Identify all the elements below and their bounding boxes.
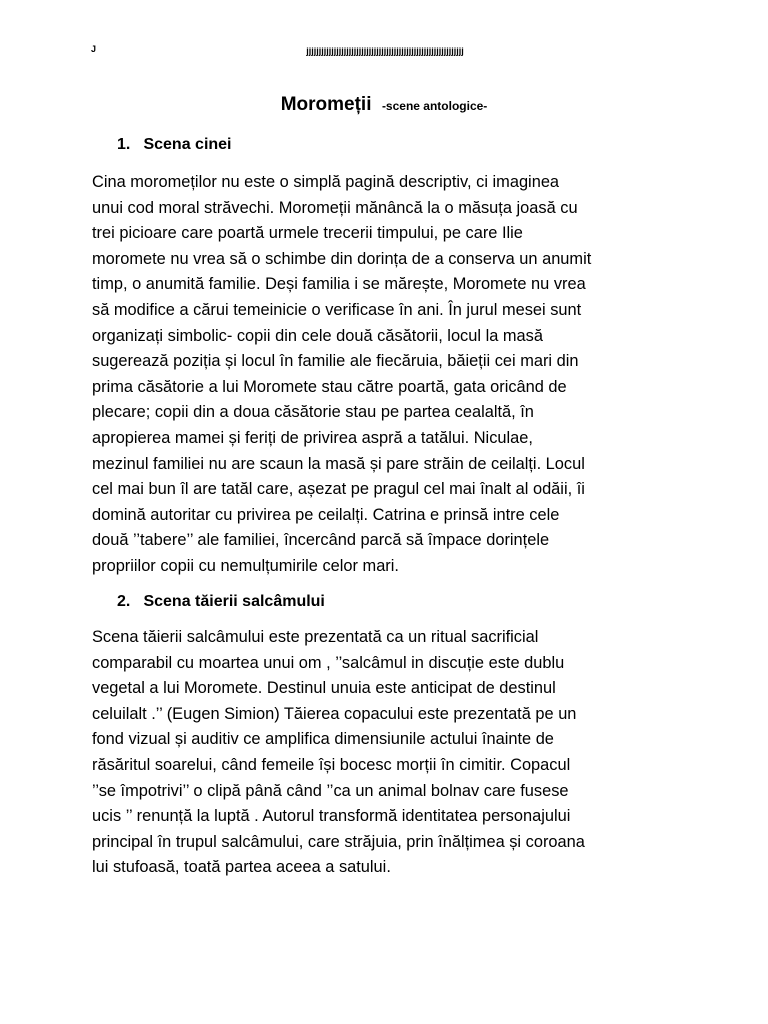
paragraph-line: vegetal a lui Moromete. Destinul unuia este anticipat de destinul [92, 679, 556, 698]
document-title [0, 94, 768, 116]
paragraph-line: ’’se împotrivi’’ o clipă până când ’’ca un animal bolnav care fusese [92, 781, 569, 800]
paragraph-line: prima căsătorie a lui Moromete stau către poartă, gata oricând de [92, 377, 567, 396]
paragraph-line: celuilalt .’’ (Eugen Simion) Tăierea copacului este prezentată pe un [92, 704, 577, 723]
paragraph-line: fond vizual și auditiv ce amplifica dimensiunile actului înainte de [92, 730, 554, 749]
section-paragraph-scena-taierii-salcamului [92, 625, 682, 881]
header-jj-text: jjjjjjjjjjjjjjjjjjjjjjjjjjjjjjjjjjjjjjjjjjjjjjjjjjjjjjjjjjjjjjj [306, 46, 464, 56]
paragraph-line: unui cod moral străvechi. Moromeții mănâncă la o măsuța joasă cu [92, 198, 578, 217]
paragraph-line: Scena tăierii salcâmului este prezentată ca un ritual sacrificial [92, 628, 539, 646]
section-paragraph-scena-cinei [92, 170, 682, 580]
paragraph-line: cel mai bun îl are tatăl care, așezat pe pragul cel mai înalt al odăii, îi [92, 480, 585, 499]
section-heading-scena-taierii-salcamului [117, 593, 325, 611]
paragraph-line: mezinul familiei nu are scaun la masă și pare străin de ceilalți. Locul [92, 454, 585, 473]
corner-mark: J [91, 44, 97, 54]
paragraph-line: timp, o anumită familie. Deși familia i se mărește, Moromete nu vrea [92, 275, 586, 294]
paragraph-line: două ’’tabere’’ ale familiei, încercând parcă să împace dorințele [92, 531, 550, 550]
section-number: 1. [117, 136, 131, 153]
paragraph-line: apropierea mamei și feriți de privirea aspră a tatălui. Niculae, [92, 428, 533, 447]
paragraph-line: răsăritul soarelui, când femeile își bocesc morții în cimitir. Copacul [92, 755, 571, 774]
title-subtitle: -scene antologice- [381, 99, 488, 113]
section-heading-text: Scena tăierii salcâmului [143, 593, 325, 610]
title-main: Moromeții [280, 94, 372, 115]
paragraph-line: plecare; copii din a doua căsătorie stau pe partea cealaltă, în [92, 403, 534, 422]
paragraph-line: să modifice a cărui temeinicie o verificase în ani. În jurul mesei sunt [92, 300, 582, 319]
paragraph-line: sugerează poziția și locul în familie ale fiecăruia, băieții cei mari din [92, 352, 579, 371]
paragraph-line: Cina moromeților nu este o simplă pagină descriptiv, ci imaginea [92, 173, 560, 191]
paragraph-line: propriilor copii cu nemulțumirile celor mari. [92, 556, 399, 575]
section-heading-scena-cinei [117, 136, 232, 154]
paragraph-line: ucis ’’ renunță la luptă . Autorul transformă identitatea personajului [92, 807, 571, 826]
paragraph-line: trei picioare care poartă urmele trecerii timpului, pe care Ilie [92, 224, 523, 243]
paragraph-line: organizați simbolic- copii din cele două căsătorii, locul la masă [92, 326, 543, 345]
paragraph-line: domină autoritar cu privirea pe ceilalți. Catrina e prinsă intre cele [92, 505, 560, 524]
section-number: 2. [117, 593, 131, 610]
paragraph-line: lui stufoasă, toată partea aceea a satului. [92, 858, 391, 877]
paragraph-line: principal în trupul salcâmului, care străjuia, prin înălțimea și coroana [92, 832, 585, 851]
paragraph-line: comparabil cu moartea unui om , ’’salcâmul in discuție este dublu [92, 653, 565, 672]
section-heading-text: Scena cinei [143, 136, 232, 153]
paragraph-line: moromete nu vrea să o schimbe din dorința de a conserva un anumit [92, 249, 592, 268]
